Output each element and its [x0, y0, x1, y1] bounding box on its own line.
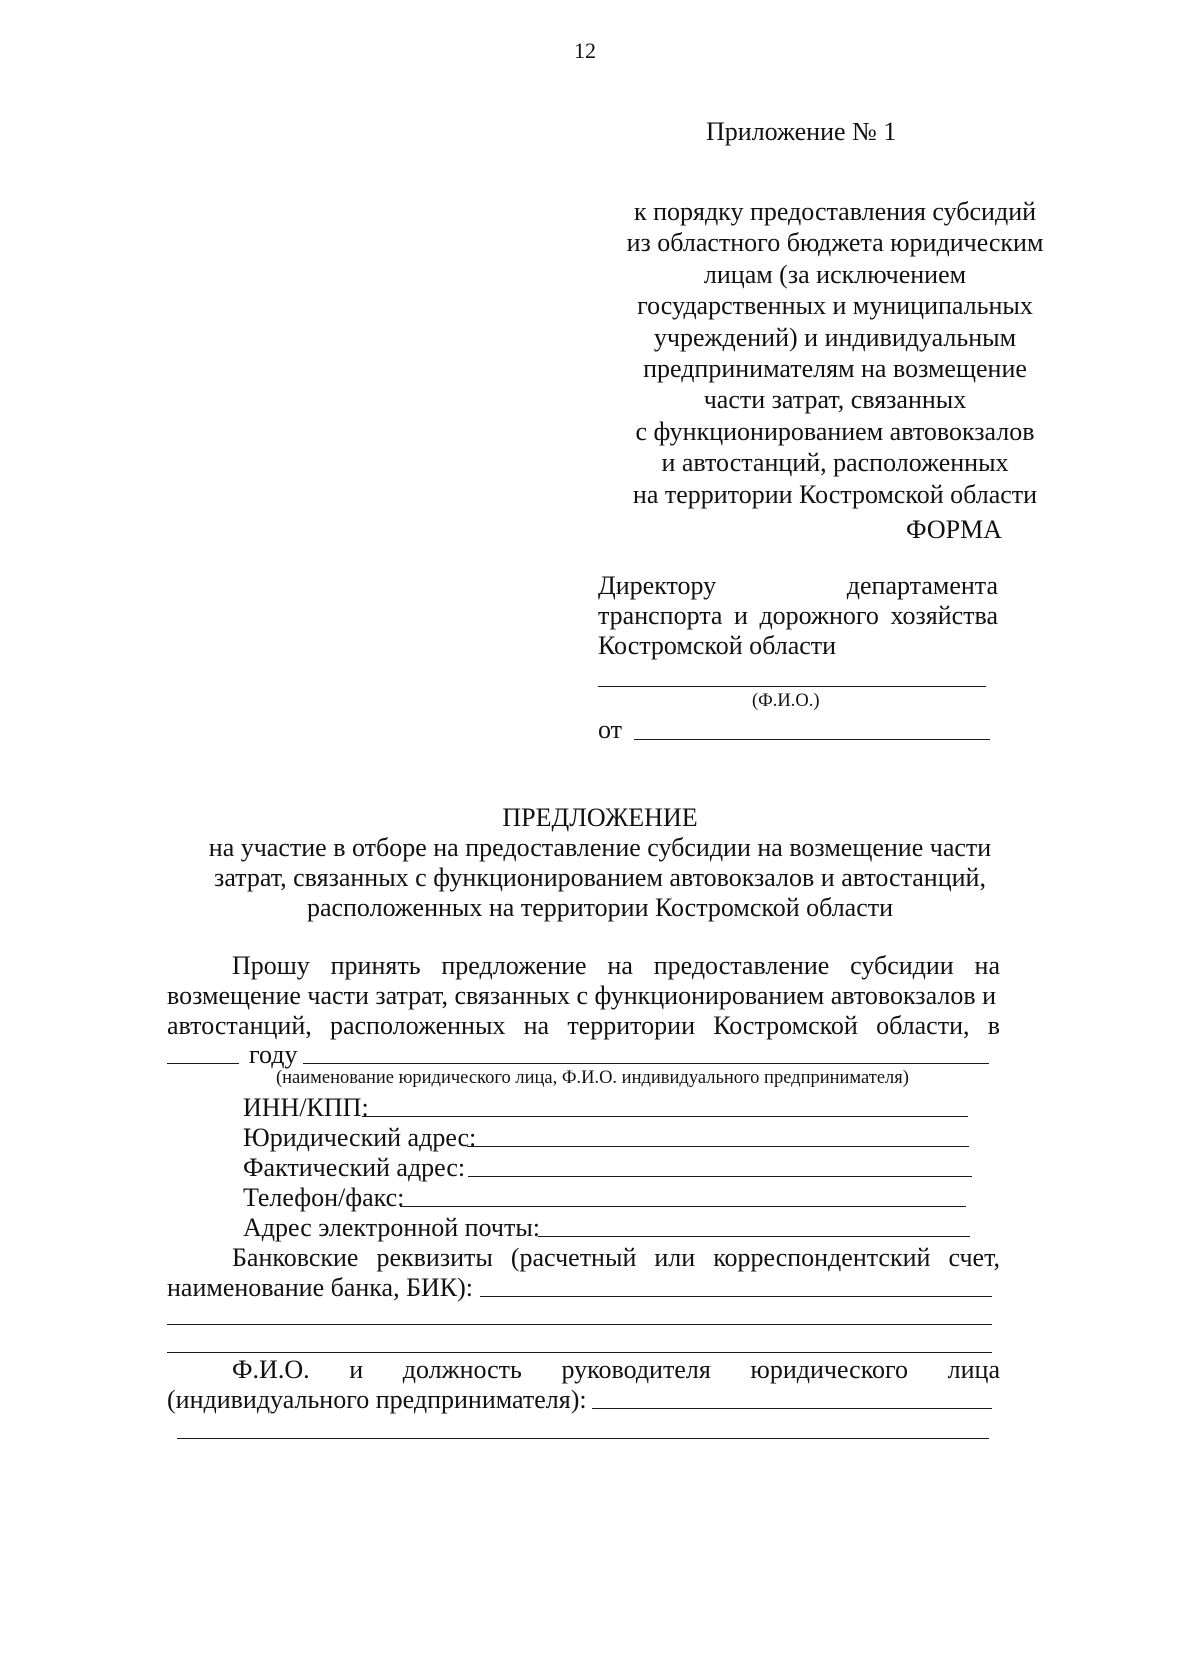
- appendix-line: государственных и муниципальных: [637, 291, 1033, 321]
- appendix-title: Приложение № 1: [706, 117, 897, 146]
- appendix-line: лицам (за исключением: [703, 259, 967, 289]
- addressee-line: транспорта и дорожного хозяйства: [598, 601, 998, 630]
- appendix-line: части затрат, связанных: [703, 385, 967, 415]
- phone-label: Телефон/факс:: [243, 1183, 405, 1212]
- email-blank: [538, 1236, 970, 1237]
- paragraph-line: автостанций, расположенных на территории Костромской области, в: [167, 1011, 1000, 1040]
- appendix-line: на территории Костромской области: [632, 479, 1038, 509]
- entity-name-blank: [303, 1063, 989, 1064]
- appendix-line: из областного бюджета юридическим: [626, 228, 1044, 258]
- head-blank: [177, 1438, 989, 1439]
- legal-address-blank: [467, 1146, 969, 1147]
- appendix-line: учреждений) и индивидуальным: [653, 322, 1017, 352]
- addressee-line: Костромской области: [598, 631, 837, 660]
- paragraph-line: возмещение части затрат, связанных с функционированием автовокзалов и: [167, 981, 997, 1010]
- phone-blank: [400, 1206, 966, 1207]
- bank-details-line: Банковские реквизиты (расчетный или корреспондентский счет,: [232, 1243, 1000, 1272]
- legal-address-label: Юридический адрес:: [243, 1123, 477, 1152]
- head-line: (индивидуального предпринимателя):: [167, 1385, 587, 1414]
- bank-details-blank: [167, 1352, 992, 1353]
- document-subtitle-line: затрат, связанных с функционированием автовокзалов и автостанций,: [214, 863, 986, 892]
- year-blank: [167, 1063, 239, 1064]
- bank-details-blank: [167, 1324, 992, 1325]
- fio-underline: [598, 686, 986, 687]
- page-number: 12: [574, 38, 596, 63]
- document-subtitle-line: на участие в отборе на предоставление субсидии на возмещение части: [208, 833, 992, 862]
- appendix-line: к порядку предоставления субсидий: [633, 197, 1037, 226]
- actual-address-label: Фактический адрес:: [243, 1153, 466, 1182]
- appendix-line: с функционированием автовокзалов: [635, 416, 1035, 446]
- document-title: ПРЕДЛОЖЕНИЕ: [502, 803, 698, 832]
- addressee-line: Директору департамента: [598, 571, 998, 600]
- head-line: Ф.И.О. и должность руководителя юридического лица: [232, 1355, 1000, 1384]
- fio-caption: (Ф.И.О.): [752, 691, 820, 711]
- entity-caption: (наименование юридического лица, Ф.И.О. индивидуального предпринимателя): [276, 1068, 909, 1088]
- year-label: году: [249, 1040, 298, 1069]
- inn-blank: [362, 1116, 968, 1117]
- bank-details-blank: [480, 1296, 992, 1297]
- form-label: ФОРМА: [906, 515, 1002, 544]
- appendix-reference: [600, 196, 1070, 510]
- from-label: от: [598, 715, 623, 744]
- from-underline: [634, 739, 990, 740]
- appendix-line: и автостанций, расположенных: [661, 448, 1009, 478]
- document-subtitle-line: расположенных на территории Костромской области: [306, 893, 894, 922]
- bank-details-line: наименование банка, БИК):: [167, 1273, 474, 1302]
- actual-address-blank: [468, 1176, 972, 1177]
- paragraph-line: Прошу принять предложение на предоставление субсидии на: [232, 951, 1000, 980]
- inn-label: ИНН/КПП:: [243, 1093, 369, 1122]
- email-label: Адрес электронной почты:: [243, 1213, 541, 1242]
- appendix-line: предпринимателям на возмещение: [643, 354, 1027, 384]
- head-blank: [592, 1408, 992, 1409]
